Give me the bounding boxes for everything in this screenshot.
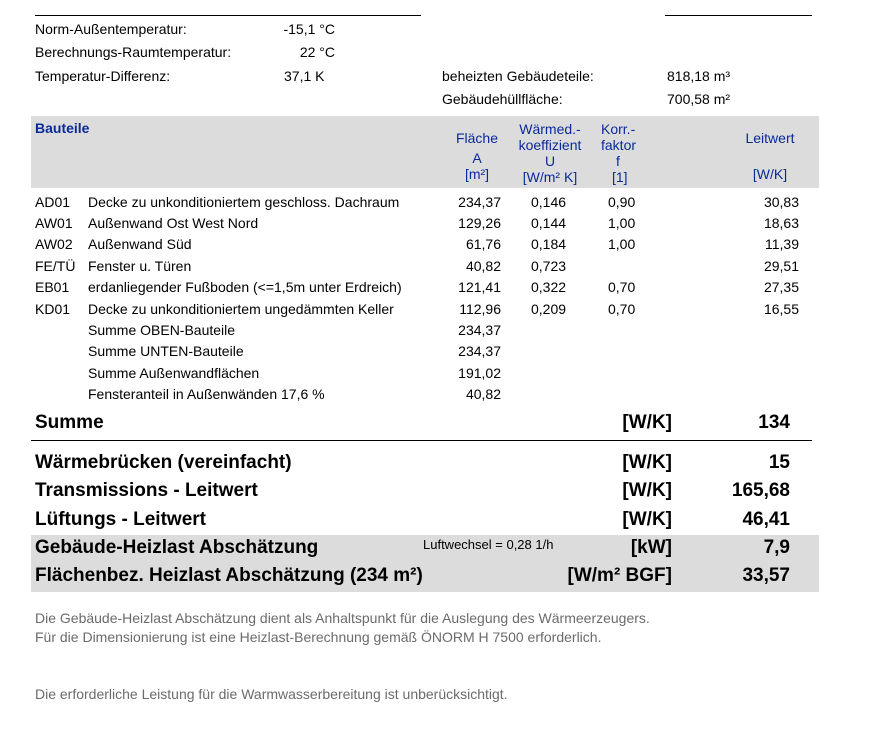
row-conductance: 16,55 (763, 301, 799, 317)
heating-load-value: 7,9 (763, 537, 790, 558)
heated-volume-label: beheizten Gebäudeteile: (442, 68, 594, 84)
row-conductance: 11,39 (765, 236, 799, 252)
row-factor: 0,90 (608, 194, 636, 210)
row-name: Außenwand Süd (88, 236, 192, 252)
row-area: 40,82 (465, 258, 501, 274)
table-title: Bauteile (35, 120, 90, 136)
temp-diff-label: Temperatur-Differenz: (35, 68, 171, 84)
ventilation-unit: [W/K] (622, 509, 672, 530)
row-name: Außenwand Ost West Nord (88, 215, 259, 231)
area-heating-load-unit: [W/m² BGF] (567, 565, 672, 586)
row-u-value: 0,723 (531, 258, 567, 274)
row-u-value: 0,144 (531, 215, 567, 231)
transmission-value: 165,68 (731, 480, 790, 501)
thermal-bridges-label: Wärmebrücken (vereinfacht) (35, 452, 292, 473)
row-conductance: 27,35 (763, 279, 799, 295)
table-row (0, 215, 890, 233)
row-name: Fensteranteil in Außenwänden 17,6 % (88, 386, 325, 402)
row-name: Summe OBEN-Bauteile (88, 322, 236, 338)
row-conductance: 29,51 (763, 258, 799, 274)
note-line-2: Für die Dimensionierung ist eine Heizlast-Berechnung gemäß ÖNORM H 7500 erforderlich. (35, 629, 602, 645)
row-code: EB01 (35, 279, 70, 295)
row-code: KD01 (35, 301, 71, 317)
row-name: Decke zu unkonditioniertem geschloss. Dachraum (88, 194, 400, 210)
envelope-area-label: Gebäudehüllfläche: (442, 91, 563, 107)
ventilation-label: Lüftungs - Leitwert (35, 509, 206, 530)
row-code: FE/TÜ (35, 258, 76, 274)
top-rule-right (665, 15, 812, 16)
row-code: AW01 (35, 215, 73, 231)
row-conductance: 30,83 (763, 194, 799, 210)
norm-temp-label: Norm-Außentemperatur: (35, 21, 187, 37)
row-name: Summe Außenwandflächen (88, 365, 260, 381)
table-header (31, 116, 819, 188)
row-u-value: 0,184 (531, 236, 567, 252)
sum-label: Summe (35, 412, 104, 433)
row-u-value: 0,322 (531, 279, 567, 295)
row-area: 234,37 (458, 322, 501, 338)
row-u-value: 0,146 (531, 194, 567, 210)
sum-unit: [W/K] (622, 412, 672, 433)
row-area: 129,26 (458, 215, 501, 231)
envelope-area-value: 700,58 m² (667, 91, 731, 107)
row-name: erdanliegender Fußboden (<=1,5m unter Erdreich) (88, 279, 402, 295)
row-factor: 1,00 (608, 215, 636, 231)
thermal-bridges-value: 15 (768, 452, 790, 473)
sum-value: 134 (758, 412, 790, 433)
row-area: 121,41 (458, 279, 501, 295)
heating-load-unit: [kW] (630, 537, 672, 558)
row-factor: 0,70 (608, 301, 636, 317)
row-code: AW02 (35, 236, 73, 252)
ventilation-value: 46,41 (742, 509, 790, 530)
row-factor: 0,70 (608, 279, 636, 295)
area-heating-load-value: 33,57 (742, 565, 790, 586)
row-name: Decke zu unkonditioniertem ungedämmten Keller (88, 301, 394, 317)
room-temp-label: Berechnungs-Raumtemperatur: (35, 44, 232, 60)
heated-volume-value: 818,18 m³ (667, 68, 731, 84)
row-area: 234,37 (458, 343, 501, 359)
thermal-bridges-unit: [W/K] (622, 452, 672, 473)
table-row (0, 322, 890, 340)
norm-temp-value: -15,1 °C (283, 21, 335, 37)
col-header-area: Fläche A [m²] (455, 130, 499, 182)
row-name: Fenster u. Türen (88, 258, 192, 274)
transmission-unit: [W/K] (622, 480, 672, 501)
row-area: 40,82 (465, 386, 501, 402)
table-row (0, 343, 890, 361)
row-area: 61,76 (465, 236, 501, 252)
row-area: 234,37 (458, 194, 501, 210)
row-u-value: 0,209 (531, 301, 567, 317)
transmission-label: Transmissions - Leitwert (35, 480, 258, 501)
table-row (0, 194, 890, 212)
row-code: AD01 (35, 194, 71, 210)
col-header-correction: Korr.- faktor f [1] (601, 121, 637, 185)
row-area: 112,96 (459, 301, 501, 317)
room-temp-value: 22 °C (299, 44, 335, 60)
row-factor: 1,00 (608, 236, 636, 252)
area-heating-load-label: Flächenbez. Heizlast Abschätzung (234 m²) (35, 565, 423, 586)
col-header-conductance: Leitwert [W/K] (745, 130, 795, 182)
table-row (0, 365, 890, 383)
table-row (0, 258, 890, 276)
air-change-note: Luftwechsel = 0,28 1/h (423, 537, 554, 552)
note-line-1: Die Gebäude-Heizlast Abschätzung dient als Anhaltspunkt für die Auslegung des Wärmeerzeugers. (35, 610, 650, 626)
table-row (0, 236, 890, 254)
temp-diff-value: 37,1 K (284, 68, 325, 84)
col-header-u-value: Wärmed.- koeffizient U [W/m² K] (518, 121, 582, 185)
note-line-3: Die erforderliche Leistung für die Warmwasserbereitung ist unberücksichtigt. (35, 686, 508, 702)
heating-load-label: Gebäude-Heizlast Abschätzung (35, 537, 319, 558)
sum-divider (31, 440, 812, 441)
row-conductance: 18,63 (763, 215, 799, 231)
table-row (0, 386, 890, 404)
row-area: 191,02 (458, 365, 501, 381)
top-rule-left (35, 15, 421, 16)
table-row (0, 279, 890, 297)
row-name: Summe UNTEN-Bauteile (88, 343, 244, 359)
table-row (0, 301, 890, 319)
